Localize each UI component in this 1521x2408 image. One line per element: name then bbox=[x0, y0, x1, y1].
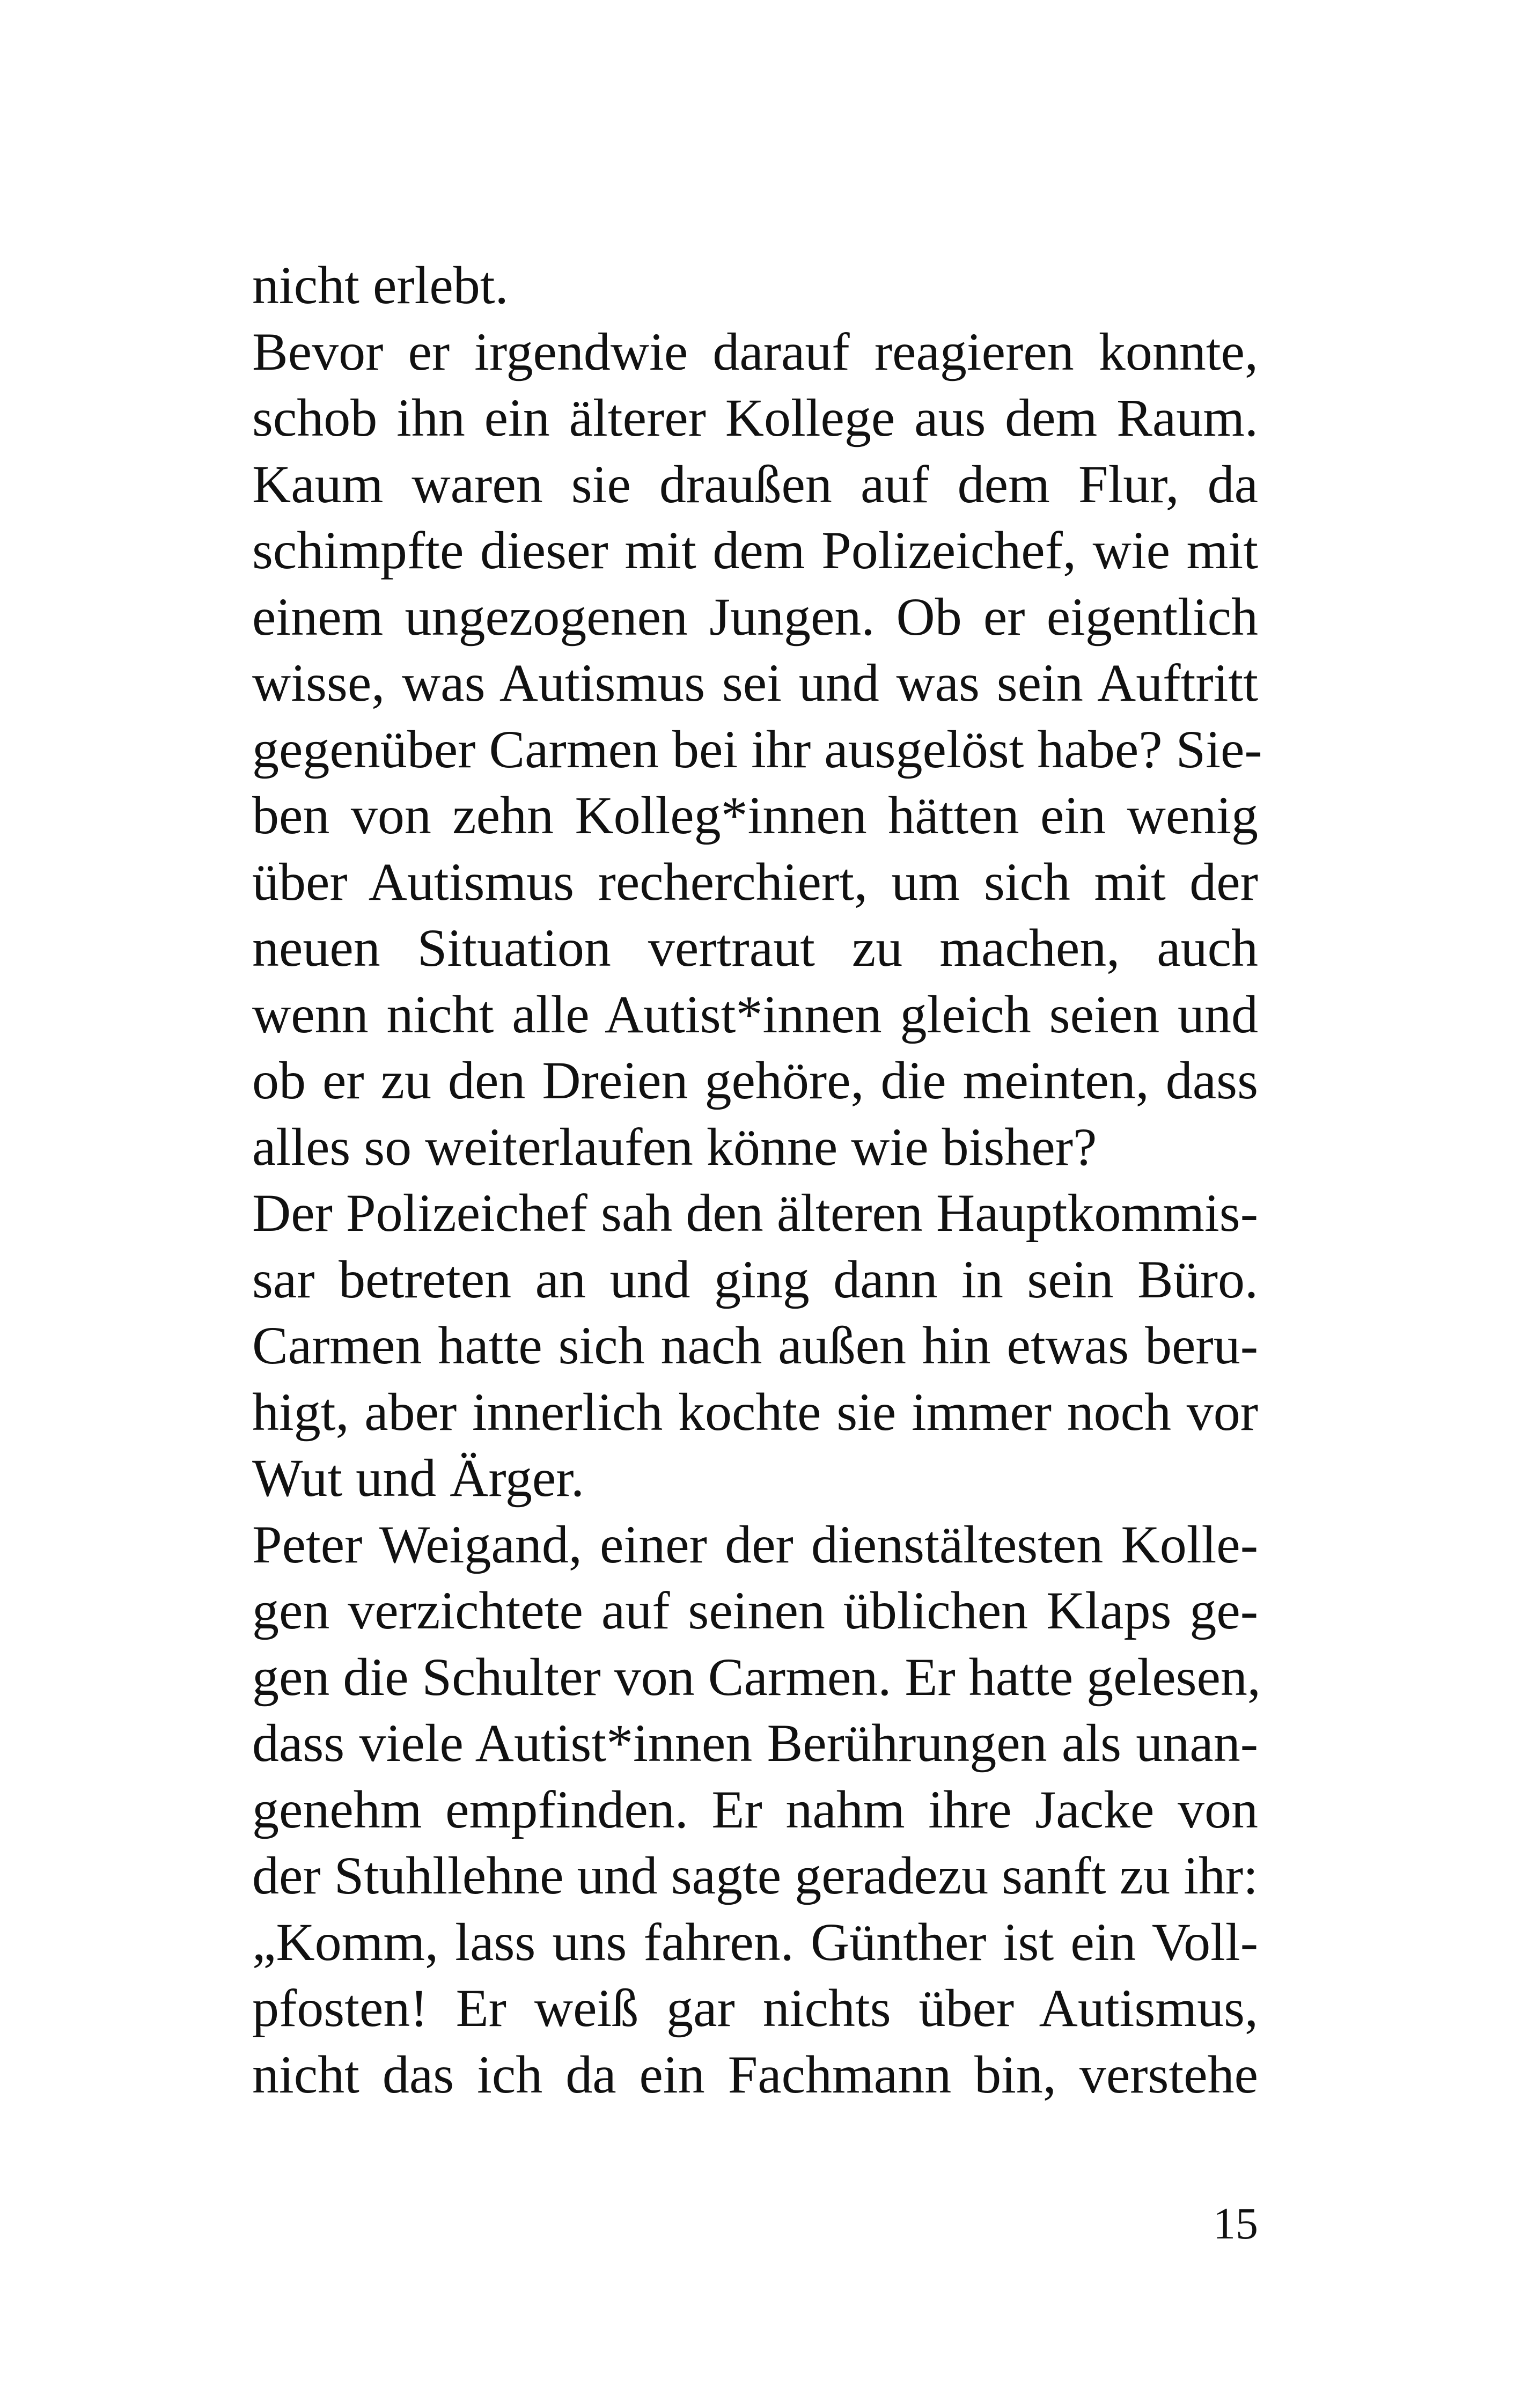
text-line: Kaum waren sie draußen auf dem Flur, da bbox=[252, 454, 1258, 514]
text-line: nicht erlebt. bbox=[252, 255, 509, 315]
body-text bbox=[252, 252, 1262, 2108]
text-line: sar betreten an und ging dann in sein Büro. bbox=[252, 1249, 1258, 1309]
text-line: schimpfte dieser mit dem Polizeichef, wie mit bbox=[252, 520, 1258, 580]
text-line: nicht das ich da ein Fachmann bin, verstehe bbox=[252, 2044, 1258, 2104]
text-line: ob er zu den Dreien gehöre, die meinten, dass bbox=[252, 1051, 1258, 1110]
text-line: dass viele Autist*innen Berührungen als unan- bbox=[252, 1713, 1258, 1773]
text-line: Bevor er irgendwie darauf reagieren konnte, bbox=[252, 321, 1258, 381]
text-line: gen verzichtete auf seinen üblichen Klaps ge- bbox=[252, 1581, 1258, 1640]
text-line: schob ihn ein älterer Kollege aus dem Raum. bbox=[252, 388, 1258, 447]
text-line: ben von zehn Kolleg*innen hätten ein wenig bbox=[252, 785, 1258, 845]
text-line: Carmen hatte sich nach außen hin etwas beru- bbox=[252, 1316, 1258, 1375]
text-line: Peter Weigand, einer der dienstältesten Kolle- bbox=[252, 1514, 1258, 1574]
text-line: einem ungezogenen Jungen. Ob er eigentlich bbox=[252, 586, 1258, 647]
text-line: der Stuhllehne und sagte geradezu sanft zu ihr: bbox=[252, 1846, 1258, 1905]
text-line: alles so weiterlaufen könne wie bisher? bbox=[252, 1117, 1097, 1177]
text-line: Der Polizeichef sah den älteren Hauptkommis- bbox=[252, 1183, 1258, 1243]
text-line: gen die Schulter von Carmen. Er hatte gelesen, bbox=[252, 1647, 1261, 1707]
text-line: über Autismus recherchiert, um sich mit der bbox=[252, 851, 1258, 912]
page-number: 15 bbox=[1213, 2199, 1258, 2249]
text-line: higt, aber innerlich kochte sie immer noch vor bbox=[252, 1382, 1258, 1442]
text-line: wisse, was Autismus sei und was sein Auftritt bbox=[252, 653, 1258, 713]
text-line: „Komm, lass uns fahren. Günther ist ein Voll- bbox=[252, 1912, 1258, 1972]
text-line: gegenüber Carmen bei ihr ausgelöst habe? Sie- bbox=[252, 719, 1262, 779]
text-line: genehm empfinden. Er nahm ihre Jacke von bbox=[252, 1779, 1258, 1839]
text-line: wenn nicht alle Autist*innen gleich seien und bbox=[252, 984, 1258, 1044]
text-line: pfosten! Er weiß gar nichts über Autismus, bbox=[252, 1978, 1258, 2038]
text-line: Wut und Ärger. bbox=[252, 1448, 585, 1508]
text-line: neuen Situation vertraut zu machen, auch bbox=[252, 918, 1258, 978]
